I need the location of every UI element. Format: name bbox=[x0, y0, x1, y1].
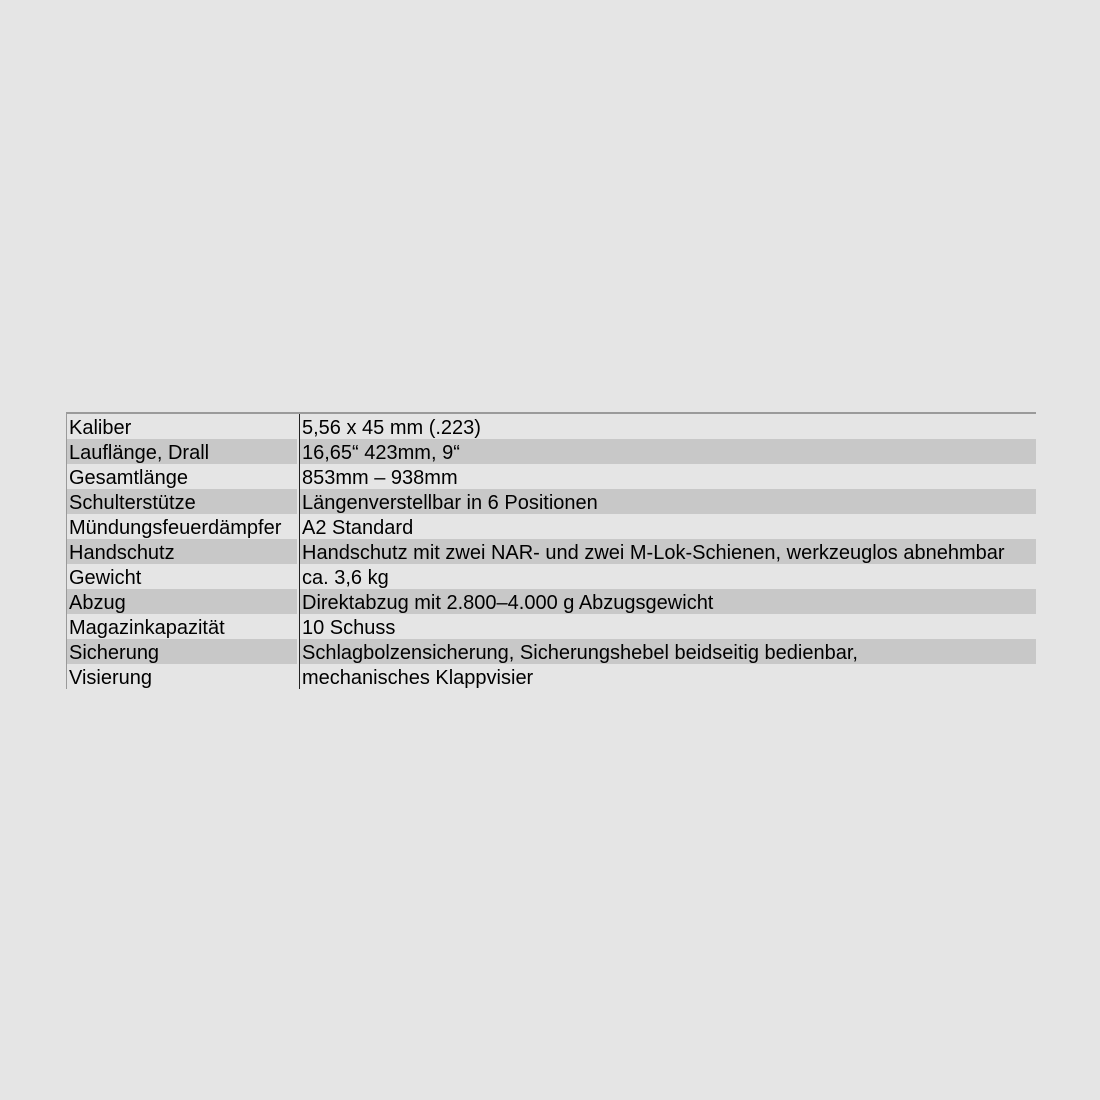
table-row bbox=[66, 439, 1036, 464]
spec-label: Visierung bbox=[66, 664, 297, 689]
spec-value: 853mm – 938mm bbox=[299, 464, 1036, 489]
table-row bbox=[66, 639, 1036, 664]
spec-value: 5,56 x 45 mm (.223) bbox=[299, 414, 1036, 439]
spec-label: Mündungsfeuerdämpfer bbox=[66, 514, 297, 539]
spec-value: Direktabzug mit 2.800–4.000 g Abzugsgewicht bbox=[299, 589, 1036, 614]
spec-label: Lauflänge, Drall bbox=[66, 439, 297, 464]
table-row bbox=[66, 564, 1036, 589]
table-row bbox=[66, 414, 1036, 439]
table-row bbox=[66, 589, 1036, 614]
table-row bbox=[66, 514, 1036, 539]
spec-table bbox=[66, 412, 1036, 689]
spec-label: Schulterstütze bbox=[66, 489, 297, 514]
table-row bbox=[66, 539, 1036, 564]
spec-value: mechanisches Klappvisier bbox=[299, 664, 1036, 689]
spec-label: Abzug bbox=[66, 589, 297, 614]
spec-value: 16,65“ 423mm, 9“ bbox=[299, 439, 1036, 464]
spec-label: Magazinkapazität bbox=[66, 614, 297, 639]
table-row bbox=[66, 664, 1036, 689]
spec-label: Sicherung bbox=[66, 639, 297, 664]
spec-label: Gewicht bbox=[66, 564, 297, 589]
spec-value: 10 Schuss bbox=[299, 614, 1036, 639]
spec-label: Handschutz bbox=[66, 539, 297, 564]
spec-value: Schlagbolzensicherung, Sicherungshebel beidseitig bedienbar, bbox=[299, 639, 1036, 664]
table-row bbox=[66, 464, 1036, 489]
table-row bbox=[66, 489, 1036, 514]
spec-value: Längenverstellbar in 6 Positionen bbox=[299, 489, 1036, 514]
spec-label: Kaliber bbox=[66, 414, 297, 439]
table-row bbox=[66, 614, 1036, 639]
spec-value: A2 Standard bbox=[299, 514, 1036, 539]
spec-label: Gesamtlänge bbox=[66, 464, 297, 489]
spec-value: ca. 3,6 kg bbox=[299, 564, 1036, 589]
spec-value: Handschutz mit zwei NAR- und zwei M-Lok-Schienen, werkzeuglos abnehmbar bbox=[299, 539, 1036, 564]
